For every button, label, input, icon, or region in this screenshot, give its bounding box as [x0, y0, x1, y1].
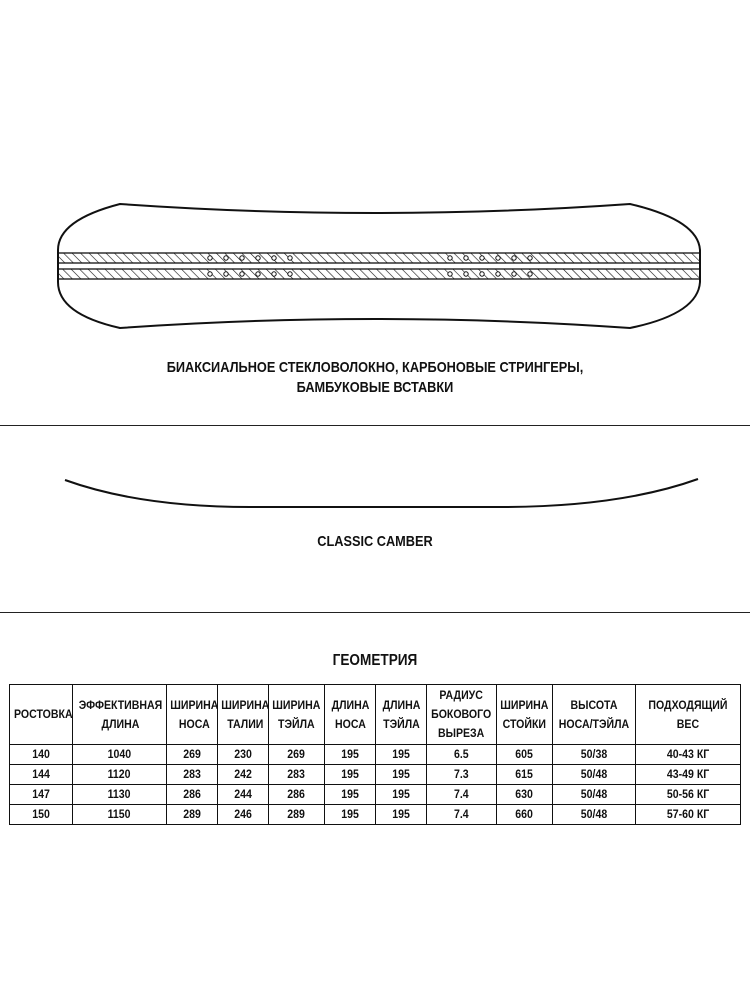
insert-hole	[224, 256, 228, 260]
table-row	[10, 745, 741, 765]
table-row	[10, 785, 741, 805]
table-cell: 269	[269, 745, 325, 765]
table-cell: 289	[269, 805, 325, 825]
table-cell: 660	[497, 805, 553, 825]
insert-hole	[288, 256, 292, 260]
table-cell: 7.4	[427, 785, 497, 805]
table-header-cell	[167, 685, 218, 745]
table-cell: 140	[10, 745, 73, 765]
table-cell: 230	[218, 745, 269, 765]
table-cell: 1040	[73, 745, 167, 765]
insert-hole	[512, 272, 516, 276]
snowboard-topview-illustration	[0, 190, 750, 340]
table-cell: 1130	[73, 785, 167, 805]
table-header-cell	[636, 685, 741, 745]
table-row	[10, 805, 741, 825]
table-header-cell	[325, 685, 376, 745]
insert-hole	[496, 256, 500, 260]
insert-hole	[272, 256, 276, 260]
table-header-label: ШИРИНА ТЭЙЛА	[272, 697, 321, 731]
insert-hole	[256, 256, 260, 260]
table-cell: 195	[376, 785, 427, 805]
materials-caption-line2: БАМБУКОВЫЕ ВСТАВКИ	[296, 379, 454, 396]
table-cell: 615	[497, 765, 553, 785]
table-header-label: РОСТОВКА	[13, 707, 73, 721]
insert-hole	[256, 272, 260, 276]
insert-hole	[480, 272, 484, 276]
table-cell: 605	[497, 745, 553, 765]
table-cell: 195	[325, 765, 376, 785]
table-header-label: ШИРИНА НОСА	[170, 697, 219, 731]
table-cell: 242	[218, 765, 269, 785]
table-cell: 195	[325, 745, 376, 765]
table-cell: 50/48	[553, 765, 636, 785]
insert-hole	[240, 256, 244, 260]
table-cell: 283	[269, 765, 325, 785]
table-cell: 50/38	[553, 745, 636, 765]
table-row	[10, 765, 741, 785]
geometry-title: ГЕОМЕТРИЯ	[332, 652, 418, 669]
insert-hole	[464, 256, 468, 260]
table-cell: 57-60 КГ	[636, 805, 741, 825]
insert-hole	[528, 256, 532, 260]
table-cell: 630	[497, 785, 553, 805]
table-header-label: ВЫСОТА НОСА/ТЭЙЛА	[558, 697, 630, 731]
table-header-row	[10, 685, 741, 745]
table-header-cell	[427, 685, 497, 745]
table-cell: 286	[269, 785, 325, 805]
insert-hole	[272, 272, 276, 276]
table-cell: 40-43 КГ	[636, 745, 741, 765]
camber-profile-illustration	[0, 465, 750, 515]
table-cell: 283	[167, 765, 218, 785]
table-header-label: ПОДХОДЯЩИЙ ВЕС	[648, 697, 728, 731]
table-cell: 43-49 КГ	[636, 765, 741, 785]
table-cell: 144	[10, 765, 73, 785]
table-cell: 244	[218, 785, 269, 805]
table-cell: 195	[376, 745, 427, 765]
table-cell: 195	[325, 785, 376, 805]
table-header-cell	[10, 685, 73, 745]
materials-caption-line1: БИАКСИАЛЬНОЕ СТЕКЛОВОЛОКНО, КАРБОНОВЫЕ СТРИНГЕРЫ,	[166, 359, 584, 376]
table-header-cell	[218, 685, 269, 745]
table-cell: 195	[376, 765, 427, 785]
section-divider-bottom	[0, 612, 750, 613]
table-cell: 50/48	[553, 805, 636, 825]
table-cell: 289	[167, 805, 218, 825]
insert-hole	[208, 256, 212, 260]
profile-caption: CLASSIC CAMBER	[317, 533, 433, 550]
insert-hole	[512, 256, 516, 260]
table-header-cell	[73, 685, 167, 745]
table-cell: 6.5	[427, 745, 497, 765]
insert-hole	[528, 272, 532, 276]
insert-hole	[480, 256, 484, 260]
materials-caption	[56, 358, 694, 398]
insert-hole	[448, 256, 452, 260]
camber-profile-line	[0, 465, 750, 515]
table-cell: 286	[167, 785, 218, 805]
table-header-cell	[497, 685, 553, 745]
geometry-table	[9, 684, 741, 825]
table-body	[10, 745, 741, 825]
insert-hole	[224, 272, 228, 276]
table-cell: 195	[325, 805, 376, 825]
table-cell: 246	[218, 805, 269, 825]
insert-hole	[208, 272, 212, 276]
section-divider-top	[0, 425, 750, 426]
table-header-label: ДЛИНА НОСА	[331, 697, 369, 731]
insert-hole	[464, 272, 468, 276]
table-header-label: ЭФФЕКТИВНАЯ ДЛИНА	[78, 697, 163, 731]
table-header-label: ШИРИНА ТАЛИИ	[221, 697, 270, 731]
table-cell: 269	[167, 745, 218, 765]
table-cell: 1150	[73, 805, 167, 825]
table-header-cell	[376, 685, 427, 745]
table-header-cell	[269, 685, 325, 745]
insert-hole	[240, 272, 244, 276]
table-cell: 1120	[73, 765, 167, 785]
table-cell: 147	[10, 785, 73, 805]
table-header-label: РАДИУС БОКОВОГО ВЫРЕЗА	[431, 688, 492, 740]
table-header-label: ДЛИНА ТЭЙЛА	[382, 697, 420, 731]
table-cell: 7.3	[427, 765, 497, 785]
table-cell: 7.4	[427, 805, 497, 825]
table-cell: 195	[376, 805, 427, 825]
table-cell: 150	[10, 805, 73, 825]
insert-hole	[496, 272, 500, 276]
table-cell: 50-56 КГ	[636, 785, 741, 805]
table-header-cell	[553, 685, 636, 745]
table-header-label: ШИРИНА СТОЙКИ	[500, 697, 549, 731]
snowboard-outline-graphic	[0, 190, 750, 340]
insert-hole	[288, 272, 292, 276]
insert-hole	[448, 272, 452, 276]
table-cell: 50/48	[553, 785, 636, 805]
